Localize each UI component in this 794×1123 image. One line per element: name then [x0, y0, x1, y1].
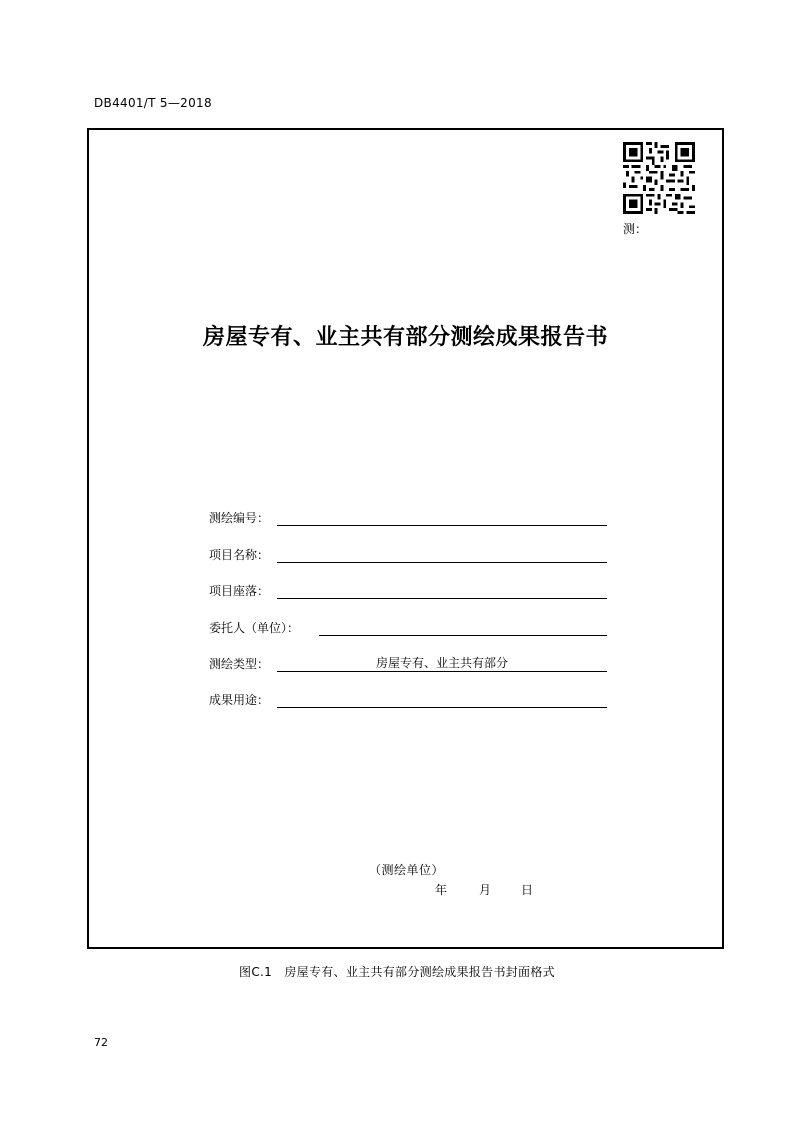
field-survey-type [209, 654, 609, 676]
field-line [277, 691, 607, 708]
cover-title: 房屋专有、业主共有部分测绘成果报告书 [202, 324, 608, 350]
date-day: 日 [521, 883, 534, 897]
date-year: 年 [435, 883, 448, 897]
field-line [319, 619, 607, 636]
field-project-location [209, 581, 609, 603]
field-label: 测绘编号： [209, 511, 270, 525]
field-label: 测绘类型： [209, 657, 270, 671]
page-number: 72 [94, 1036, 108, 1049]
figure-caption: 图C.1 房屋专有、业主共有部分测绘成果报告书封面格式 [239, 965, 555, 979]
field-label: 委托人（单位）： [209, 621, 300, 635]
field-line [277, 582, 607, 599]
date-month: 月 [479, 883, 492, 897]
field-line [277, 546, 607, 563]
survey-unit-label: （测绘单位） [369, 863, 445, 877]
field-label: 项目名称： [209, 548, 270, 562]
field-survey-number [209, 508, 609, 530]
field-line: 房屋专有、业主共有部分 [277, 655, 607, 672]
field-client [209, 618, 609, 640]
field-project-name [209, 545, 609, 567]
standard-code: DB4401/T 5—2018 [94, 96, 212, 110]
cover-frame [87, 128, 724, 949]
qr-caption: 测： [623, 222, 648, 236]
field-label: 项目座落： [209, 584, 270, 598]
field-line [277, 509, 607, 526]
qr-code-icon [623, 142, 695, 214]
field-result-usage [209, 690, 609, 712]
field-label: 成果用途： [209, 693, 270, 707]
